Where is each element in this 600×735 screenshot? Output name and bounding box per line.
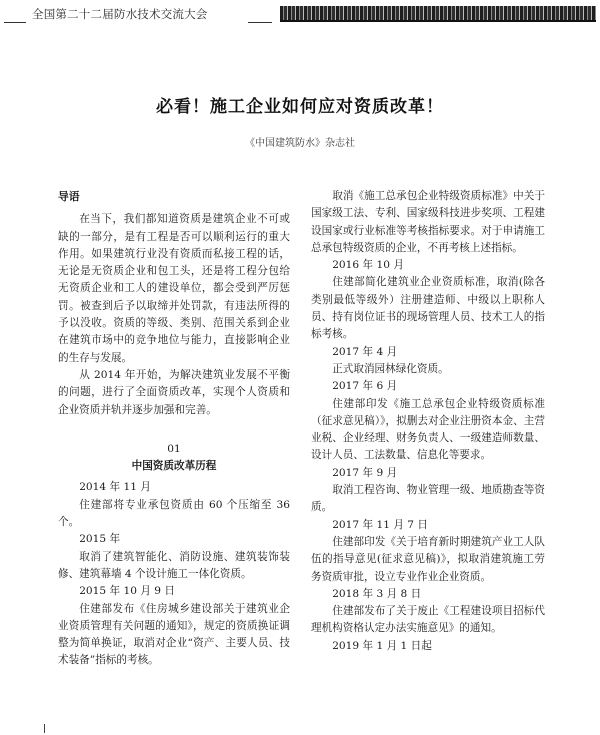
timeline-date: 2015 年 10 月 9 日	[79, 585, 175, 598]
lead-paragraph-1: 在当下，我们都知道资质是建筑企业不可或缺的一部分，是有工程是否可以顺利运行的重大作用。如果建筑行业没有资质而私接工程的话，无论是无资质企业和包工头，还是将工程分包给无资质企业和工人的建设单位，都会受到严厉惩罚。被查到后予以取缔并处罚款，有违法所得的予以没收。资质的等级、类别、范围关系到企业在建筑市场中的竞争地位与能力，直接影响企业的生存与发展。	[58, 213, 290, 364]
timeline-date: 2019 年 1 月 1 日起	[332, 639, 432, 652]
timeline-text: 取消工程咨询、物业管理一级、地质勘查等资质。	[311, 484, 545, 514]
timeline-date: 2015 年	[79, 533, 121, 546]
page-foot-mark	[44, 724, 45, 733]
lead-paragraph-2: 从 2014 年开始，为解决建筑业发展不平衡的问题，进行了全面资质改革，实现个人资质和企业资质并轨并逐步加强和完善。	[58, 368, 290, 416]
left-column	[58, 188, 290, 670]
section-heading: 中国资质改革历程	[131, 460, 217, 473]
timeline-text: 取消了建筑智能化、消防设施、建筑装饰装修、建筑幕墙 4 个设计施工一体化资质。	[58, 550, 290, 580]
lead-heading: 导语	[58, 190, 80, 203]
article-title: 必看！施工企业如何应对资质改革！	[156, 97, 444, 117]
header-decorative-band	[280, 6, 596, 22]
timeline-text: 住建部将专业承包资质由 60 个压缩至 36 个。	[58, 498, 290, 529]
timeline-date: 2017 年 9 月	[332, 466, 398, 479]
timeline-date: 2014 年 11 月	[79, 481, 151, 494]
timeline-date: 2017 年 4 月	[332, 345, 398, 358]
timeline-text: 住建部简化建筑业企业资质标准，取消(除各类别最低等级外）注册建造师、中级以上职称人员、持有岗位证书的现场管理人员、技术工人的指标考核。	[311, 276, 545, 341]
running-header	[0, 0, 600, 30]
timeline-date: 2018 年 3 月 8 日	[332, 587, 422, 600]
section-number: 01	[167, 442, 181, 455]
article-source: 《中国建筑防水》杂志社	[245, 138, 355, 149]
timeline-text: 住建部印发《关于培育新时期建筑产业工人队伍的指导意见(征求意见稿)》，拟取消建筑施工劳务资质审批，设立专业作业企业资质。	[311, 535, 545, 583]
timeline-text: 住建部印发《施工总承包企业特级资质标准（征求意见稿）》，拟删去对企业注册资本金、主营业税、企业经理、财务负责人、一级建造师数量、设计人员、工法数量、信息化等要求。	[311, 397, 545, 462]
continued-paragraph: 取消《施工总承包企业特级资质标准》中关于国家级工法、专利、国家级科技进步奖项、工程建设国家或行业标准等考核指标要求。对于申请施工总承包特级资质的企业，不再考核上述指标。	[311, 190, 545, 254]
timeline-text: 住建部发布了关于废止《工程建设项目招标代理机构资格认定办法实施意见》的通知。	[311, 605, 545, 635]
timeline-date: 2016 年 10 月	[332, 259, 404, 272]
timeline-text: 住建部发布《住房城乡建设部关于建筑业企业资质管理有关问题的通知》，规定的资质换证调整为简单换证，取消对企业“资产、主要人员、技术装备”指标的考核。	[58, 602, 290, 667]
journal-running-title: 全国第二十二届防水技术交流大会	[32, 7, 208, 21]
timeline-text: 正式取消园林绿化资质。	[332, 362, 449, 375]
header-rule-right	[248, 22, 272, 23]
timeline-date: 2017 年 11 月 7 日	[332, 518, 428, 531]
right-column	[311, 188, 545, 655]
header-rule-left	[4, 22, 26, 23]
timeline-date: 2017 年 6 月	[332, 380, 398, 393]
